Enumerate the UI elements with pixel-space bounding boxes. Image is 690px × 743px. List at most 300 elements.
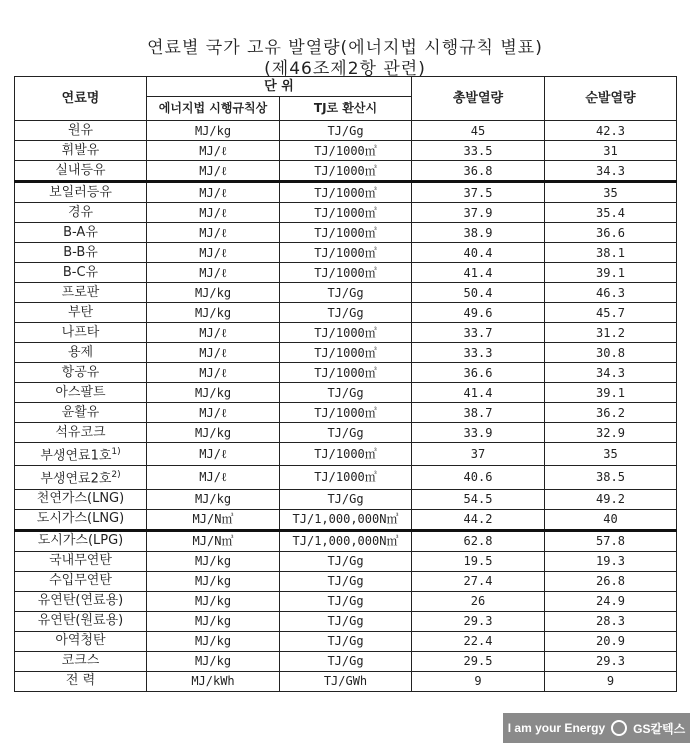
net-value (545, 403, 677, 423)
unit-tj-text: TJ/Gg (327, 654, 364, 669)
fuel-name (15, 203, 147, 223)
fuel-name-text: 부생연료1호 (40, 448, 112, 464)
unit-tj-text: TJ/Gg (327, 614, 364, 629)
unit-law (147, 383, 280, 403)
net-value (545, 631, 677, 651)
fuel-name (15, 551, 147, 571)
net-value (545, 203, 677, 223)
gross-value-text: 40.4 (463, 245, 493, 260)
net-value-text: 31 (603, 143, 618, 158)
net-value-text: 34.3 (596, 365, 625, 380)
fuel-name (15, 443, 147, 466)
unit-tj (280, 243, 412, 263)
table-row (15, 551, 677, 571)
document-subtitle: (제46조제2항 관련) (264, 59, 426, 79)
gross-value (412, 182, 545, 203)
unit-law (147, 243, 280, 263)
net-value (545, 591, 677, 611)
gross-value-text: 41.4 (463, 385, 493, 400)
table-row (15, 263, 677, 283)
unit-law (147, 283, 280, 303)
net-value (545, 283, 677, 303)
net-value (545, 571, 677, 591)
unit-law (147, 303, 280, 323)
unit-tj-text: TJ/Gg (327, 425, 364, 440)
fuel-name (15, 591, 147, 611)
unit-tj (280, 323, 412, 343)
net-value-text: 31.2 (596, 325, 625, 340)
net-value (545, 509, 677, 530)
gross-value-text: 54.5 (463, 492, 493, 507)
gross-value (412, 611, 545, 631)
unit-tj-text: TJ/Gg (327, 594, 364, 609)
unit-tj-text: TJ/1000㎥ (314, 185, 377, 200)
unit-tj-text: TJ/1000㎥ (314, 470, 377, 485)
gross-value (412, 343, 545, 363)
unit-law (147, 161, 280, 182)
gs-logo-icon (611, 720, 627, 736)
unit-tj (280, 383, 412, 403)
unit-tj (280, 489, 412, 509)
unit-tj (280, 203, 412, 223)
unit-law (147, 363, 280, 383)
net-value-text: 9 (606, 674, 615, 689)
unit-law-text: MJ/ℓ (199, 143, 227, 158)
footnote-marker: 2) (111, 470, 121, 481)
table-row (15, 161, 677, 182)
net-value (545, 651, 677, 671)
unit-law (147, 223, 280, 243)
fuel-name-text: 아스팔트 (55, 384, 106, 400)
fuel-name-text: 보일러등유 (49, 184, 112, 200)
unit-law-text: MJ/kg (194, 634, 232, 649)
table-row (15, 489, 677, 509)
fuel-name-text: 원유 (67, 122, 94, 138)
unit-law (147, 203, 280, 223)
unit-law-text: MJ/kg (194, 554, 232, 569)
fuel-name (15, 530, 147, 551)
fuel-name (15, 323, 147, 343)
unit-tj (280, 263, 412, 283)
unit-law-text: MJ/kg (194, 594, 232, 609)
slogan: I am your Energy (507, 721, 606, 735)
gross-value-text: 38.9 (463, 225, 493, 240)
fuel-name-text: B-C유 (62, 264, 99, 280)
gross-value-text: 33.5 (463, 143, 493, 158)
unit-tj-text: TJ/1000㎥ (314, 365, 377, 380)
fuel-name (15, 363, 147, 383)
fuel-name (15, 423, 147, 443)
fuel-name-text: 아역청탄 (55, 633, 106, 649)
unit-tj (280, 223, 412, 243)
unit-tj-text: TJ/Gg (327, 305, 364, 320)
unit-law (147, 182, 280, 203)
gross-value (412, 383, 545, 403)
net-value-text: 40 (603, 512, 618, 527)
unit-tj-text: TJ/1000㎥ (314, 163, 377, 178)
brand-name: GS칼텍스 (633, 721, 686, 736)
table-row (15, 203, 677, 223)
unit-law-text: MJ/ℓ (199, 365, 227, 380)
net-value-text: 39.1 (596, 385, 625, 400)
unit-tj (280, 551, 412, 571)
unit-tj (280, 651, 412, 671)
fuel-name-text: 천연가스(LNG) (36, 491, 125, 507)
unit-tj-text: TJ/1000㎥ (314, 265, 377, 280)
net-value (545, 489, 677, 509)
gross-value (412, 671, 545, 691)
net-value (545, 363, 677, 383)
unit-law-text: MJ/ℓ (199, 325, 227, 340)
gross-value (412, 283, 545, 303)
gross-value-text: 45 (470, 123, 486, 138)
unit-law-text: MJ/ℓ (199, 345, 227, 360)
fuel-name (15, 243, 147, 263)
net-value-text: 46.3 (596, 285, 625, 300)
unit-tj-text: TJ/1000㎥ (314, 143, 377, 158)
table-row (15, 283, 677, 303)
gross-value (412, 323, 545, 343)
unit-law (147, 571, 280, 591)
net-value-text: 26.8 (596, 574, 625, 589)
table-row (15, 423, 677, 443)
gross-value (412, 631, 545, 651)
fuel-name-text: 수입무연탄 (49, 573, 112, 589)
net-value-text: 35 (603, 185, 618, 200)
net-value-text: 35.4 (596, 205, 625, 220)
unit-law (147, 489, 280, 509)
fuel-name (15, 283, 147, 303)
unit-tj (280, 141, 412, 161)
unit-tj (280, 423, 412, 443)
unit-law-text: MJ/ℓ (199, 163, 227, 178)
table-row (15, 571, 677, 591)
unit-law (147, 551, 280, 571)
net-value-text: 20.9 (596, 634, 625, 649)
fuel-name (15, 571, 147, 591)
gross-value-text: 38.7 (463, 405, 493, 420)
fuel-name (15, 509, 147, 530)
gross-value (412, 651, 545, 671)
fuel-name-text: 용제 (67, 344, 94, 360)
net-value-text: 57.8 (596, 534, 625, 549)
unit-tj-text: TJ/Gg (327, 123, 364, 138)
table-row (15, 651, 677, 671)
unit-tj (280, 443, 412, 466)
unit-tj (280, 591, 412, 611)
net-value (545, 141, 677, 161)
unit-tj (280, 509, 412, 530)
net-value (545, 121, 677, 141)
gross-value (412, 466, 545, 489)
table-row (15, 343, 677, 363)
unit-law (147, 423, 280, 443)
unit-tj-text: TJ/1000㎥ (314, 405, 377, 420)
net-value (545, 611, 677, 631)
fuel-name (15, 383, 147, 403)
fuel-name (15, 161, 147, 182)
table-row (15, 303, 677, 323)
fuel-name (15, 631, 147, 651)
net-value (545, 383, 677, 403)
gross-value (412, 263, 545, 283)
gross-value-text: 29.3 (463, 614, 493, 629)
table-row (15, 323, 677, 343)
unit-law-text: MJ/ℓ (199, 470, 227, 485)
gross-value-text: 40.6 (463, 470, 493, 485)
net-value (545, 466, 677, 489)
table-row (15, 466, 677, 489)
gross-value-text: 33.7 (463, 325, 493, 340)
unit-tj-text: TJ/1000㎥ (314, 325, 377, 340)
fuel-name-text: 윤활유 (61, 404, 100, 420)
net-value-text: 39.1 (596, 265, 625, 280)
fuel-name-text: 실내등유 (55, 162, 106, 178)
net-value-text: 28.3 (596, 614, 625, 629)
net-value-text: 42.3 (596, 123, 625, 138)
fuel-name (15, 671, 147, 691)
table-row (15, 121, 677, 141)
unit-tj (280, 121, 412, 141)
gross-value-text: 37 (470, 447, 486, 462)
net-value (545, 303, 677, 323)
net-value-text: 45.7 (596, 305, 625, 320)
gross-value (412, 403, 545, 423)
table-row (15, 182, 677, 203)
gross-value-text: 29.5 (463, 654, 493, 669)
gross-value (412, 489, 545, 509)
gross-value-text: 33.3 (463, 345, 493, 360)
gross-value-text: 62.8 (463, 534, 493, 549)
net-value-text: 35 (603, 447, 618, 462)
gross-value-text: 19.5 (463, 554, 493, 569)
table-row (15, 611, 677, 631)
unit-tj-text: TJ/Gg (327, 385, 364, 400)
fuel-name-text: 나프타 (61, 324, 100, 340)
unit-law (147, 591, 280, 611)
unit-tj-text: TJ/Gg (327, 492, 364, 507)
unit-tj (280, 343, 412, 363)
gross-value (412, 509, 545, 530)
net-value (545, 343, 677, 363)
fuel-name (15, 651, 147, 671)
fuel-name-text: 휘발유 (61, 142, 100, 158)
fuel-name-text: 도시가스(LNG) (36, 511, 125, 527)
gross-value-text: 33.9 (463, 425, 493, 440)
document-title: 연료별 국가 고유 발열량(에너지법 시행규칙 별표) (147, 38, 543, 58)
unit-law-text: MJ/kWh (191, 674, 235, 689)
gross-value (412, 571, 545, 591)
unit-tj (280, 403, 412, 423)
unit-law-text: MJ/kg (194, 574, 232, 589)
unit-law-text: MJ/kg (194, 385, 232, 400)
table-row (15, 530, 677, 551)
net-value (545, 671, 677, 691)
fuel-name (15, 303, 147, 323)
unit-law-text: MJ/kg (194, 285, 232, 300)
gross-value (412, 443, 545, 466)
net-value (545, 223, 677, 243)
unit-tj (280, 283, 412, 303)
gross-value-text: 22.4 (463, 634, 493, 649)
fuel-name-text: 유연탄(원료용) (37, 613, 124, 629)
unit-law (147, 263, 280, 283)
unit-law-text: MJ/kg (194, 492, 232, 507)
table-row (15, 383, 677, 403)
fuel-name (15, 343, 147, 363)
fuel-name (15, 182, 147, 203)
header-net: 순발열량 (545, 77, 677, 121)
fuel-name-text: B-A유 (63, 224, 98, 240)
unit-tj (280, 303, 412, 323)
unit-tj-text: TJ/Gg (327, 285, 364, 300)
unit-law-text: MJ/kg (194, 305, 232, 320)
fuel-name-text: 코크스 (61, 653, 100, 669)
unit-law-text: MJ/ℓ (199, 185, 227, 200)
unit-law-text: MJ/N㎥ (192, 534, 234, 549)
gross-value-text: 50.4 (463, 285, 493, 300)
net-value-text: 49.2 (596, 492, 625, 507)
net-value (545, 423, 677, 443)
unit-law (147, 530, 280, 551)
net-value (545, 182, 677, 203)
unit-law (147, 651, 280, 671)
gross-value-text: 41.4 (463, 265, 493, 280)
fuel-name-text: 부탄 (67, 304, 94, 320)
gross-value-text: 36.6 (463, 365, 493, 380)
header-unit: 단 위 (147, 77, 412, 97)
unit-law-text: MJ/ℓ (199, 245, 227, 260)
gross-value (412, 161, 545, 182)
fuel-name (15, 466, 147, 489)
unit-law (147, 403, 280, 423)
fuel-name-text: 석유코크 (55, 424, 106, 440)
net-value-text: 38.1 (596, 245, 625, 260)
gross-value-text: 37.5 (463, 185, 493, 200)
fuel-name-text: 항공유 (61, 364, 100, 380)
fuel-name-text: B-B유 (63, 244, 98, 260)
unit-tj-text: TJ/1,000,000N㎥ (292, 512, 399, 527)
net-value (545, 443, 677, 466)
gross-value (412, 303, 545, 323)
unit-tj (280, 363, 412, 383)
table-row (15, 509, 677, 530)
net-value (545, 161, 677, 182)
unit-law-text: MJ/ℓ (199, 205, 227, 220)
unit-tj (280, 671, 412, 691)
net-value-text: 30.8 (596, 345, 625, 360)
gross-value (412, 141, 545, 161)
unit-tj-text: TJ/GWh (323, 674, 368, 689)
unit-tj-text: TJ/Gg (327, 634, 364, 649)
header-unit-tj: TJ로 환산시 (280, 97, 412, 121)
unit-law-text: MJ/N㎥ (192, 512, 234, 527)
fuel-name (15, 223, 147, 243)
table-row (15, 631, 677, 651)
unit-tj (280, 161, 412, 182)
unit-law-text: MJ/ℓ (199, 265, 227, 280)
unit-law-text: MJ/kg (194, 614, 232, 629)
fuel-name-text: 경유 (67, 204, 94, 220)
fuel-name (15, 611, 147, 631)
gross-value (412, 203, 545, 223)
table-row (15, 223, 677, 243)
net-value (545, 551, 677, 571)
net-value-text: 19.3 (596, 554, 625, 569)
unit-law-text: MJ/ℓ (199, 225, 227, 240)
net-value (545, 243, 677, 263)
brand-badge (503, 713, 690, 743)
header-unit-law: 에너지법 시행규칙상 (147, 97, 280, 121)
net-value (545, 263, 677, 283)
net-value (545, 530, 677, 551)
heating-value-table (14, 76, 677, 692)
unit-law (147, 611, 280, 631)
unit-law (147, 343, 280, 363)
unit-law (147, 466, 280, 489)
table-row (15, 403, 677, 423)
unit-law (147, 631, 280, 651)
gross-value-text: 36.8 (463, 163, 493, 178)
net-value-text: 29.3 (596, 654, 625, 669)
table-row (15, 443, 677, 466)
unit-tj-text: TJ/1000㎥ (314, 205, 377, 220)
gross-value-text: 49.6 (463, 305, 493, 320)
gross-value (412, 591, 545, 611)
unit-tj (280, 571, 412, 591)
table-row (15, 141, 677, 161)
unit-tj (280, 182, 412, 203)
gross-value (412, 223, 545, 243)
gross-value (412, 121, 545, 141)
fuel-name-text: 부생연료2호 (40, 471, 112, 487)
table-row (15, 671, 677, 691)
fuel-name (15, 121, 147, 141)
unit-tj-text: TJ/Gg (327, 574, 364, 589)
net-value-text: 36.6 (596, 225, 625, 240)
unit-law-text: MJ/kg (194, 654, 232, 669)
unit-tj-text: TJ/1000㎥ (314, 345, 377, 360)
unit-tj-text: TJ/1000㎥ (314, 225, 377, 240)
gross-value-text: 44.2 (463, 512, 493, 527)
unit-tj-text: TJ/1,000,000N㎥ (292, 534, 399, 549)
fuel-name-text: 전 력 (65, 673, 96, 689)
unit-law (147, 443, 280, 466)
net-value-text: 36.2 (596, 405, 625, 420)
gross-value (412, 551, 545, 571)
table-row (15, 243, 677, 263)
gross-value (412, 423, 545, 443)
fuel-name-text: 유연탄(연료용) (37, 593, 124, 609)
gross-value-text: 37.9 (463, 205, 493, 220)
footnote-marker: 1) (111, 447, 121, 457)
gross-value (412, 243, 545, 263)
gross-value-text: 9 (474, 674, 482, 689)
table-row (15, 591, 677, 611)
fuel-name-text: 프로판 (61, 284, 100, 300)
fuel-name (15, 263, 147, 283)
header-fuel: 연료명 (15, 77, 147, 121)
fuel-name-text: 도시가스(LPG) (37, 533, 124, 549)
unit-law-text: MJ/kg (194, 123, 232, 138)
unit-tj-text: TJ/1000㎥ (314, 447, 377, 462)
fuel-name (15, 403, 147, 423)
gross-value (412, 530, 545, 551)
table-row (15, 363, 677, 383)
unit-tj-text: TJ/1000㎥ (314, 245, 377, 260)
unit-tj (280, 466, 412, 489)
net-value-text: 24.9 (596, 594, 625, 609)
